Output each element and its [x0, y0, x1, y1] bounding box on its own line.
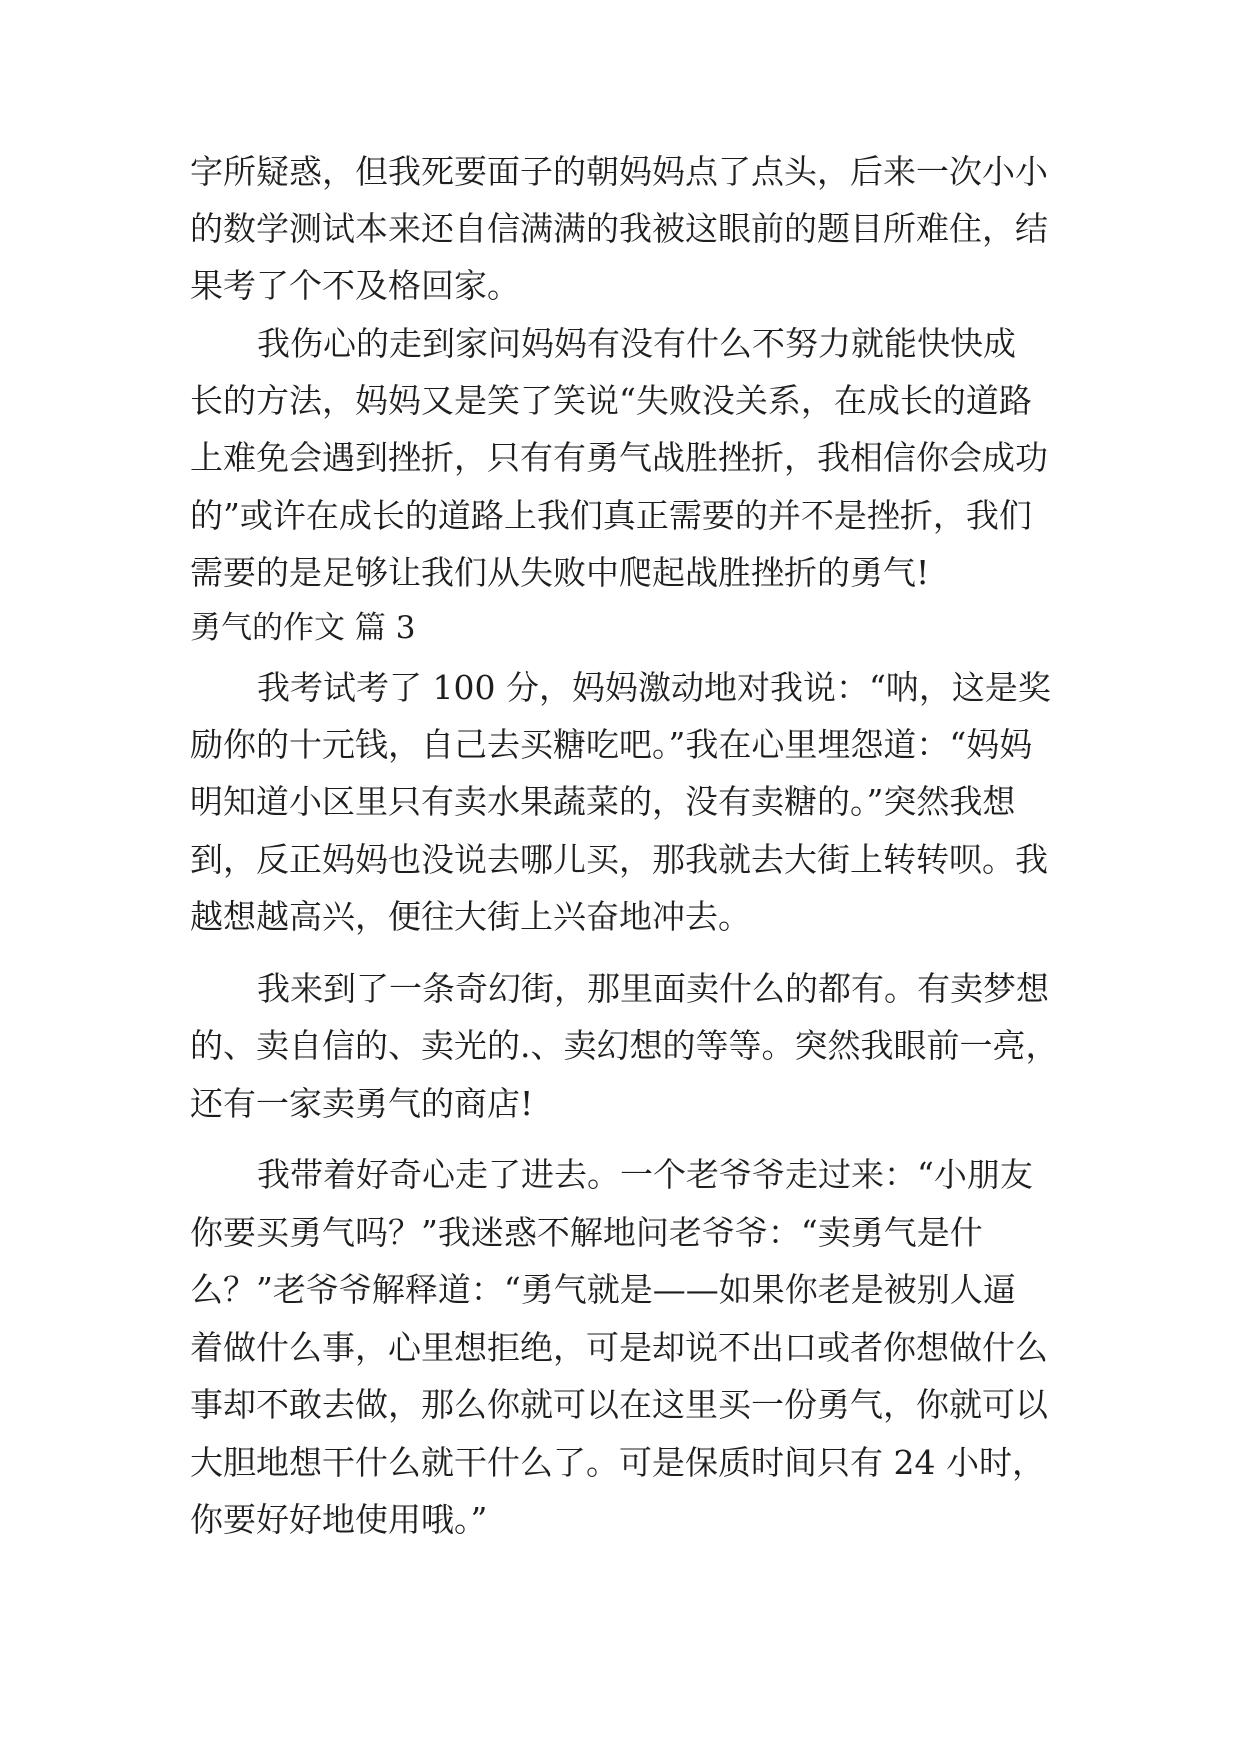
text-line: 励你的十元钱，自己去买糖吃吧。”我在心里埋怨道：“妈妈: [190, 725, 1033, 764]
text-line: 到，反正妈妈也没说去哪儿买，那我就去大街上转转呗。我: [190, 840, 1048, 879]
text-line: 需要的是足够让我们从失败中爬起战胜挫折的勇气!: [190, 553, 930, 592]
text-line: 的、卖自信的、卖光的.、卖幻想的等等。突然我眼前一亮，: [190, 1026, 1059, 1065]
section-heading: 勇气的作文 篇 3: [190, 610, 416, 646]
text-line: 我带着好奇心走了进去。一个老爷爷走过来：“小朋友: [257, 1155, 1033, 1194]
text-line: 的”或许在成长的道路上我们真正需要的并不是挫折，我们: [190, 496, 1032, 535]
text-line: 你要好好地使用哦。”: [190, 1500, 488, 1539]
text-line: 明知道小区里只有卖水果蔬菜的，没有卖糖的。”突然我想: [190, 782, 1016, 821]
text-line: 果考了个不及格回家。: [190, 266, 520, 305]
text-line: 事却不敢去做，那么你就可以在这里买一份勇气，你就可以: [190, 1385, 1048, 1424]
text-line: 着做什么事，心里想拒绝，可是却说不出口或者你想做什么: [190, 1328, 1048, 1367]
text-line: 我考试考了 100 分，妈妈激动地对我说：“呐，这是奖: [257, 668, 1051, 707]
text-line: 我来到了一条奇幻街，那里面卖什么的都有。有卖梦想: [257, 969, 1049, 1008]
text-line: 的数学测试本来还自信满满的我被这眼前的题目所难住，结: [190, 209, 1048, 248]
text-line: 你要买勇气吗？”我迷惑不解地问老爷爷：“卖勇气是什: [190, 1213, 983, 1252]
text-line: 大胆地想干什么就干什么了。可是保质时间只有 24 小时，: [190, 1443, 1045, 1482]
text-line: 长的方法，妈妈又是笑了笑说“失败没关系，在成长的道路: [190, 381, 1032, 420]
text-line: 字所疑惑，但我死要面子的朝妈妈点了点头，后来一次小小: [190, 152, 1048, 191]
text-line: 我伤心的走到家问妈妈有没有什么不努力就能快快成: [257, 324, 1016, 363]
text-line: 么？”老爷爷解释道：“勇气就是——如果你老是被别人逼: [190, 1270, 1016, 1309]
text-line: 上难免会遇到挫折，只有有勇气战胜挫折，我相信你会成功: [190, 438, 1048, 477]
text-line: 还有一家卖勇气的商店!: [190, 1084, 534, 1123]
text-line: 越想越高兴，便往大街上兴奋地冲去。: [190, 897, 751, 936]
